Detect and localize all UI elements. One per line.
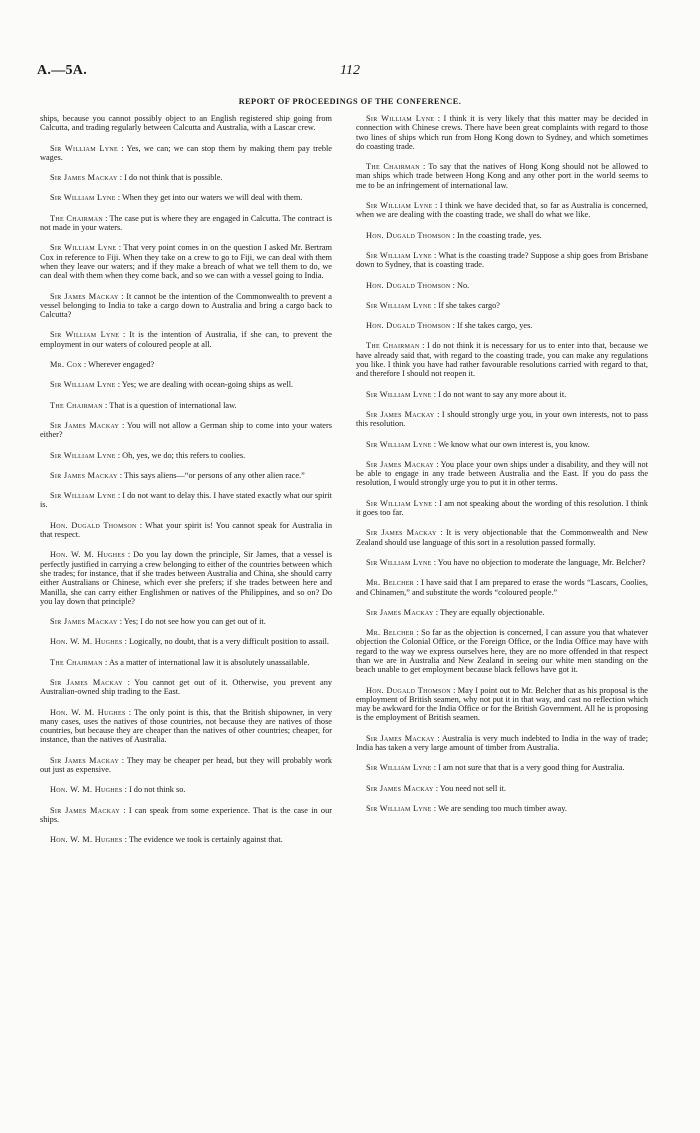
speech-text: When they get into our waters we will deal with them. (121, 193, 303, 203)
speech-paragraph: The Chairman : The case put is where they are engaged in Calcutta. The contract is not made in your waters. (40, 213, 332, 233)
speech-text: I should strongly urge you, in your own interests, not to pass this resolution. (356, 409, 648, 429)
speech-paragraph: Sir James Mackay : This says aliens—“or persons of any other alien race.” (50, 470, 305, 480)
speech-paragraph: Sir William Lyne : When they get into our waters we will deal with them. (50, 193, 303, 203)
speech-text: The only point is this, that the British shipowner, in very many cases, uses the natives of those countries, not because they are natives of those countries, but because they are cheaper than the natives of other countries; cheaper, for instance, than the natives of Australia. (40, 707, 332, 745)
speech-paragraph: Sir William Lyne : It is the intention of Australia, if she can, to prevent the employment in our waters of coloured people at all. (40, 330, 332, 349)
speech-paragraph: Sir James Mackay : You place your own ships under a disability, and they will not be able to engage in any trade between Australia and the East. If you do pass the resolution, I would strongly urge you to put it in other terms. (356, 459, 648, 488)
speaker-name: Sir James Mackay (366, 783, 434, 793)
speaker-name: The Chairman (50, 657, 103, 667)
speaker-name: Sir James Mackay (50, 805, 120, 815)
speech-paragraph: Sir William Lyne : Oh, yes, we do; this refers to coolies. (50, 450, 246, 460)
speaker-name: Mr. Cox (50, 360, 82, 370)
speech-paragraph: Sir William Lyne : If she takes cargo? (366, 300, 500, 310)
speech-paragraph: Sir William Lyne : I think we have decided that, so far as Australia is concerned, when we are dealing with the coasting trade, we shall do what we like. (356, 201, 648, 220)
speaker-name: Sir William Lyne (366, 803, 432, 813)
speech-paragraph: Sir James Mackay : They are equally objectionable. (366, 607, 545, 617)
speech-paragraph: Hon. W. M. Hughes : I do not think so. (50, 785, 186, 795)
speech-paragraph: Hon. Dugald Thomson : In the coasting trade, yes. (366, 230, 542, 240)
speaker-name: Hon. W. M. Hughes (50, 550, 125, 560)
speech-text: The evidence we took is certainly against that. (128, 835, 283, 845)
speech-text: I do not think it is necessary for us to enter into that, because we have already said that, with regard to the coasting trade, you can make any regulations you like. I think you have had rather favourable resolutions carried with regard to that, and therefore I should not reopen it. (356, 341, 648, 379)
speech-text: They may be cheaper per head, but they will probably work out just as expensive. (40, 755, 333, 775)
speech-text: It is very objectionable that the Commonwealth and New Zealand should use language of this sort in a resolution passed formally. (356, 528, 648, 547)
speech-text: What is the coasting trade? Suppose a ship goes from Brisbane down to Sydney, that is coasting trade. (356, 250, 648, 270)
speech-text: You place your own ships under a disability, and they will not be able to engage in any trade between Australia and the East. If you do pass the resolution, I would strongly urge you to put it in other terms. (356, 459, 648, 488)
speaker-name: Sir William Lyne (50, 243, 117, 253)
speech-paragraph: The Chairman : To say that the natives of Hong Kong should not be allowed to man ships which trade between Hong Kong and any other port in the world seems to me to be an infringement of international law. (356, 162, 648, 190)
speaker-name: Sir William Lyne (50, 450, 116, 460)
speaker-name: Sir William Lyne (50, 330, 120, 340)
speaker-name: Hon. W. M. Hughes (50, 835, 123, 845)
speaker-name: Sir William Lyne (366, 763, 432, 773)
speech-text: I am not speaking about the wording of this resolution. I think it goes too far. (356, 498, 648, 518)
speech-text: No. (456, 280, 470, 290)
speech-text: Yes; we are dealing with ocean-going ships as well. (121, 380, 294, 390)
document-reference: A.—5A. (37, 63, 88, 78)
speech-text: So far as the objection is concerned, I can assure you that whatever objection the Colonial Office, or the Foreign Office, or the India Office may have with regard to the way we express ourselves here, they are no more offended in that respect than we are in Australia and New Zealand in seeing our white men standing on the beach unable to get employment because black fellows have got it. (356, 628, 648, 675)
speech-paragraph: Sir William Lyne : We know what our own interest is, you know. (366, 439, 590, 449)
speaker-name: Sir William Lyne (366, 114, 435, 123)
speech-paragraph: Sir William Lyne : I do not want to say any more about it. (366, 389, 567, 399)
speaker-name: Hon. W. M. Hughes (50, 637, 123, 647)
speaker-name: Sir William Lyne (366, 250, 432, 260)
speech-paragraph: Sir James Mackay : It is very objectionable that the Commonwealth and New Zealand should use language of this sort in a resolution passed formally. (356, 528, 648, 547)
speech-paragraph: Sir James Mackay : You need not sell it. (366, 783, 507, 793)
speech-text: I do not think that is possible. (124, 173, 223, 183)
speaker-name: The Chairman (50, 400, 103, 410)
speaker-name: Sir William Lyne (50, 380, 116, 390)
speech-paragraph: Sir William Lyne : Yes, we can; we can stop them by making them pay treble wages. (40, 143, 332, 162)
speech-paragraph: Sir James Mackay : You will not allow a German ship to come into your waters either? (40, 420, 332, 440)
speaker-name: Sir James Mackay (50, 677, 123, 687)
speech-paragraph: Sir William Lyne : I think it is very likely that this matter may be decided in connection with Chinese crews. There have been great complaints with regard to those two lines of ships which run from Hong Kong down to Sydney, and which sometimes do coasting trade. (356, 114, 649, 151)
speech-paragraph: Sir William Lyne : I do not want to delay this. I have stated exactly what our spirit is. (40, 491, 332, 510)
speech-text: In the coasting trade, yes. (456, 230, 542, 240)
speaker-name: Sir James Mackay (50, 470, 118, 480)
speech-text: ships, because you cannot possibly object to an English registered ship going from Calcutta, and trading regularly between Calcutta and Australia, with a Lascar crew. (40, 114, 332, 133)
speech-text: Yes, we can; we can stop them by making them pay treble wages. (40, 143, 332, 162)
speaker-name: Sir James Mackay (50, 420, 120, 430)
right-column (356, 114, 648, 824)
speech-paragraph: Hon. W. M. Hughes : Logically, no doubt, that is a very difficult position to assail. (50, 637, 329, 647)
speaker-name: The Chairman (366, 162, 420, 172)
speech-text: Australia is very much indebted to India in the way of trade; India has taken a very large amount of timber from Australia. (356, 733, 649, 753)
speech-text: We are sending too much timber away. (437, 803, 567, 813)
speaker-name: Sir William Lyne (366, 498, 433, 508)
speech-paragraph: Hon. Dugald Thomson : If she takes cargo, yes. (366, 321, 533, 331)
speaker-name: Sir William Lyne (50, 491, 116, 501)
speaker-name: Mr. Belcher (366, 628, 415, 638)
speaker-name: Sir William Lyne (50, 193, 116, 203)
speech-text: I think we have decided that, so far as Australia is concerned, when we are dealing with the coasting trade, we shall do what we like. (356, 201, 648, 220)
speech-paragraph: Mr. Belcher : So far as the objection is concerned, I can assure you that whatever objection the Colonial Office, or the Foreign Office, or the India Office may have with regard to the way we express ourselves here, they are no more offended in that respect than we are in Australia and New Zealand in seeing our white men standing on the beach unable to get employment because black fellows have got it. (356, 628, 648, 675)
speaker-name: The Chairman (366, 341, 420, 351)
speech-text: I do not want to say any more about it. (438, 389, 567, 399)
speaker-name: Sir James Mackay (366, 528, 437, 538)
page-number: 112 (340, 63, 360, 78)
speaker-name: Sir William Lyne (50, 143, 118, 153)
speaker-name: Hon. Dugald Thomson (366, 685, 451, 695)
left-column (40, 114, 332, 856)
speech-text: You need not sell it. (439, 783, 507, 793)
speaker-name: Hon. W. M. Hughes (50, 785, 123, 795)
speech-text: If she takes cargo, yes. (456, 321, 533, 331)
speech-text: You will not allow a German ship to come into your waters either? (40, 420, 332, 440)
speech-paragraph: The Chairman : As a matter of international law it is absolutely unassailable. (50, 657, 310, 667)
speech-paragraph: Sir William Lyne : I am not sure that that is a very good thing for Australia. (366, 763, 625, 773)
speech-text: That very point comes in on the question I asked Mr. Bertram Cox in reference to Fiji. When they take on a crew to go to Fiji, we can deal with them when they leave our waters; and if they make a breach of what we tell them to do, we can deal with them when they come back, and so we can with a vessel going to India. (40, 243, 332, 281)
speaker-name: Sir William Lyne (366, 201, 433, 211)
speaker-name: Hon. W. M. Hughes (50, 707, 126, 717)
speech-paragraph: Sir James Mackay : Australia is very much indebted to India in the way of trade; India has taken a very large amount of timber from Australia. (356, 733, 649, 753)
speech-text: What your spirit is! You cannot speak for Australia in that respect. (40, 520, 332, 540)
speaker-name: Hon. Dugald Thomson (366, 280, 451, 290)
speech-text: You have no objection to moderate the language, Mr. Belcher? (437, 557, 646, 567)
speech-paragraph: Hon. Dugald Thomson : No. (366, 280, 470, 290)
speech-text: I do not think so. (128, 785, 186, 795)
speaker-name: Sir James Mackay (50, 617, 118, 627)
speech-text: The case put is where they are engaged in Calcutta. The contract is not made in your waters. (40, 213, 332, 233)
speech-paragraph: Mr. Belcher : I have said that I am prepared to erase the words “Lascars, Coolies, and Chinamen,” and substitute the words “coloured people.” (356, 578, 648, 597)
speech-paragraph: Sir James Mackay : Yes; I do not see how you can get out of it. (50, 617, 266, 627)
speech-paragraph: Sir William Lyne : What is the coasting trade? Suppose a ship goes from Brisbane down to Sydney, that is coasting trade. (356, 250, 648, 270)
speech-text: This says aliens—“or persons of any other alien race.” (123, 470, 305, 480)
speech-text: That is a question of international law. (109, 400, 237, 410)
speech-paragraph: Hon. W. M. Hughes : The evidence we took is certainly against that. (50, 835, 283, 845)
speech-text: I am not sure that that is a very good thing for Australia. (438, 763, 625, 773)
speech-paragraph: Hon. W. M. Hughes : The only point is this, that the British shipowner, in very many cases, uses the natives of those countries, not because they are natives of those countries, but because they are cheaper than the natives of other countries; cheaper, for instance, than the natives of Australia. (40, 707, 332, 745)
speech-paragraph: Sir James Mackay : I do not think that is possible. (50, 173, 223, 183)
speaker-name: Sir William Lyne (366, 439, 432, 449)
speech-paragraph: Sir William Lyne : Yes; we are dealing with ocean-going ships as well. (50, 380, 294, 390)
speaker-name: Sir James Mackay (366, 607, 434, 617)
speech-text: I have said that I am prepared to erase the words “Lascars, Coolies, and Chinamen,” and substitute the words “coloured people.” (356, 578, 648, 597)
speaker-name: Sir James Mackay (366, 733, 435, 743)
speech-paragraph: Hon. Dugald Thomson : What your spirit is! You cannot speak for Australia in that respect. (40, 520, 332, 540)
speech-text: Yes; I do not see how you can get out of it. (123, 617, 266, 627)
speech-text: Do you lay down the principle, Sir James, that a vessel is perfectly justified in carrying a crew belonging to either of the countries between which she trades; for instance, that if she trades between Australia and China, she should carry either Australians or Chinese, which ever she prefers; if she trades between here and Manilla, she can carry either Englishmen or natives of the Philippines, and so on? Do you lay down that principle? (40, 550, 332, 606)
speech-paragraph: Sir James Mackay : I should strongly urge you, in your own interests, not to pass this resolution. (356, 409, 648, 429)
speaker-name: Hon. Dugald Thomson (50, 520, 137, 530)
speaker-name: Sir James Mackay (366, 459, 435, 469)
speaker-name: Hon. Dugald Thomson (366, 321, 451, 331)
speech-text: Wherever engaged? (88, 360, 155, 370)
speech-text: Logically, no doubt, that is a very difficult position to assail. (128, 637, 329, 647)
speech-text: To say that the natives of Hong Kong should not be allowed to man ships which trade between Hong Kong and any other port in the world seems to me to be an infringement of international law. (356, 162, 648, 190)
speech-text: I think it is very likely that this matter may be decided in connection with Chinese crews. There have been great complaints with regard to those two lines of ships which run from Hong Kong down to Sydney, and which sometimes do coasting trade. (356, 114, 649, 151)
speech-paragraph: Sir William Lyne : We are sending too much timber away. (366, 803, 567, 813)
speech-paragraph: Sir James Mackay : They may be cheaper per head, but they will probably work out just as expensive. (40, 755, 333, 775)
running-title: REPORT OF PROCEEDINGS OF THE CONFERENCE. (238, 97, 462, 106)
speech-text: It is the intention of Australia, if she can, to prevent the employment in our waters of coloured people at all. (40, 330, 332, 349)
speech-paragraph: Mr. Cox : Wherever engaged? (50, 360, 155, 370)
speech-paragraph: Sir William Lyne : I am not speaking about the wording of this resolution. I think it goes too far. (356, 498, 648, 518)
speech-text: If she takes cargo? (438, 300, 500, 310)
speech-text: You cannot get out of it. Otherwise, you prevent any Australian-owned ship trading to the East. (40, 677, 332, 697)
speaker-name: Sir James Mackay (50, 291, 119, 301)
speaker-name: Sir William Lyne (366, 300, 432, 310)
speech-paragraph: The Chairman : That is a question of international law. (50, 400, 237, 410)
speaker-name: The Chairman (50, 213, 104, 223)
speech-paragraph: Sir James Mackay : I can speak from some experience. That is the case in our ships. (40, 805, 332, 824)
speech-text: I can speak from some experience. That is the case in our ships. (40, 805, 332, 824)
speech-paragraph: Sir James Mackay : It cannot be the intention of the Commonwealth to prevent a vessel belonging to India to take a cargo down to Australia and bring a cargo back to Calcutta? (40, 291, 332, 320)
speech-text: It cannot be the intention of the Commonwealth to prevent a vessel belonging to India to take a cargo down to Australia and bring a cargo back to Calcutta? (40, 291, 332, 320)
speaker-name: Sir James Mackay (50, 173, 118, 183)
speech-paragraph: Hon. Dugald Thomson : May I point out to Mr. Belcher that as his proposal is the employment of British seamen, why not put it in that way, and cast no reflection which may be awkward for the India Office or for the British Government. All he is proposing is the employment of British seamen. (356, 685, 648, 723)
speaker-name: Sir James Mackay (366, 409, 435, 419)
speech-text: They are equally objectionable. (439, 607, 545, 617)
speech-text: Oh, yes, we do; this refers to coolies. (122, 450, 246, 460)
speech-text: May I point out to Mr. Belcher that as his proposal is the employment of British seamen, why not put it in that way, and cast no reflection which may be awkward for the India Office or for the British Government. All he is proposing is the employment of British seamen. (356, 685, 648, 723)
speech-paragraph: Sir William Lyne : You have no objection to moderate the language, Mr. Belcher? (366, 557, 646, 567)
speech-paragraph: Sir James Mackay : You cannot get out of it. Otherwise, you prevent any Australian-owned ship trading to the East. (40, 677, 332, 697)
speech-paragraph: Sir William Lyne : That very point comes in on the question I asked Mr. Bertram Cox in reference to Fiji. When they take on a crew to go to Fiji, we can deal with them when they leave our waters; and if they make a breach of what we tell them to do, we can deal with them when they come back, and so we can with a vessel going to India. (40, 243, 332, 281)
speech-paragraph (40, 114, 332, 133)
speaker-name: Sir William Lyne (366, 557, 432, 567)
speaker-name: Mr. Belcher (366, 578, 414, 588)
speech-text: As a matter of international law it is absolutely unassailable. (108, 657, 310, 667)
speaker-name: Hon. Dugald Thomson (366, 230, 451, 240)
speech-text: I do not want to delay this. I have stated exactly what our spirit is. (40, 491, 332, 510)
speech-paragraph: The Chairman : I do not think it is necessary for us to enter into that, because we have already said that, with regard to the coasting trade, you can make any regulations you like. I think you have had rather favourable resolutions carried with regard to that, and therefore I should not reopen it. (356, 341, 648, 379)
speaker-name: Sir William Lyne (366, 389, 432, 399)
speech-text: We know what our own interest is, you know. (437, 439, 590, 449)
speech-paragraph: Hon. W. M. Hughes : Do you lay down the principle, Sir James, that a vessel is perfectly justified in carrying a crew belonging to either of the countries between which she trades; for instance, that if she trades between Australia and China, she should carry either Australians or Chinese, which ever she prefers; if she trades between here and Manilla, she can carry either Englishmen or natives of the Philippines, and so on? Do you lay down that principle? (40, 550, 332, 606)
speaker-name: Sir James Mackay (50, 755, 120, 765)
